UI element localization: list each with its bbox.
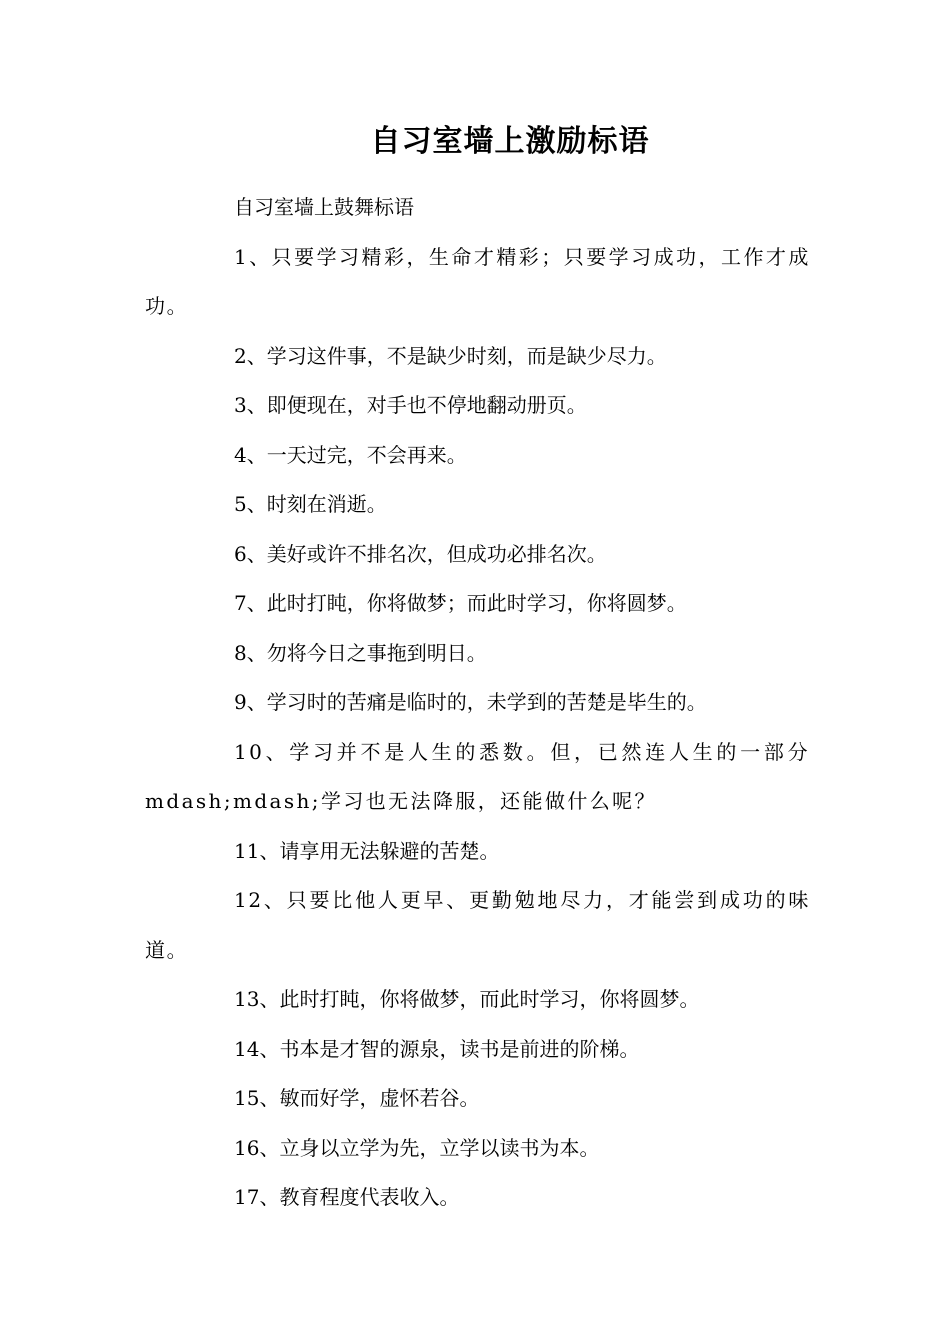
document-body [145, 183, 810, 1223]
document-title: 自习室墙上激励标语 [370, 124, 650, 159]
slogan-item-12: 12、只要比他人更早、更勤勉地尽力，才能尝到成功的味道。 [145, 888, 810, 962]
slogan-item-6: 6、美好或许不排名次，但成功必排名次。 [234, 541, 607, 566]
slogan-item-14: 14、书本是才智的源泉，读书是前进的阶梯。 [234, 1036, 640, 1061]
slogan-item-15: 15、敏而好学，虚怀若谷。 [234, 1086, 480, 1110]
slogan-item-7: 7、此时打盹，你将做梦；而此时学习，你将圆梦。 [234, 591, 687, 615]
slogan-item-8: 8、勿将今日之事拖到明日。 [234, 640, 487, 665]
slogan-item-2: 2、学习这件事，不是缺少时刻，而是缺少尽力。 [234, 343, 667, 368]
slogan-item-9: 9、学习时的苦痛是临时的，未学到的苦楚是毕生的。 [234, 690, 707, 714]
slogan-item-17: 17、教育程度代表收入。 [234, 1185, 460, 1209]
slogan-item-4: 4、一天过完，不会再来。 [234, 442, 467, 467]
document-subtitle: 自习室墙上鼓舞标语 [234, 195, 414, 219]
slogan-item-11: 11、请享用无法躲避的苦楚。 [234, 838, 500, 863]
slogan-item-5: 5、时刻在消逝。 [234, 492, 387, 516]
slogan-item-10: 10、学习并不是人生的悉数。但，已然连人生的一部分mdash;mdash;学习也无法降服，还能做什么呢？ [145, 739, 810, 813]
slogan-item-1: 1、只要学习精彩，生命才精彩；只要学习成功，工作才成功。 [145, 244, 810, 318]
slogan-item-13: 13、此时打盹，你将做梦，而此时学习，你将圆梦。 [234, 987, 700, 1011]
slogan-item-3: 3、即便现在，对手也不停地翻动册页。 [234, 393, 587, 417]
slogan-item-16: 16、立身以立学为先，立学以读书为本。 [234, 1135, 600, 1160]
